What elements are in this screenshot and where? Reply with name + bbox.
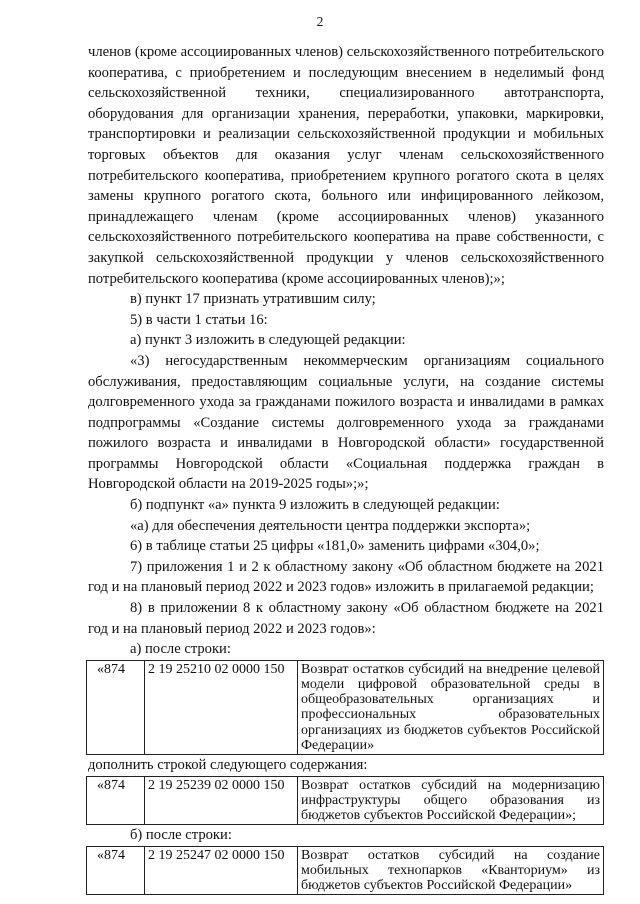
budget-row-table	[86, 776, 604, 826]
table-row	[87, 776, 604, 825]
budget-row-table	[86, 660, 604, 755]
row-text: Возврат остатков субсидий на модернизацию инфраструктуры общего образования из бюджетов субъектов Российской Федерации»;	[298, 776, 604, 825]
row-mark: «874	[87, 660, 145, 754]
page-number: 2	[316, 14, 324, 29]
block-caption: а) после строки:	[130, 641, 231, 658]
paragraph: 6) в таблице статьи 25 цифры «181,0» заменить цифрами «304,0»;	[130, 538, 540, 555]
table-row	[87, 846, 604, 895]
paragraph: «3) негосударственным некоммерческим организациям социального обслуживания, предоставляющим социальные услуги, на создание системы долговременного ухода за гражданами пожилого возраста и инвалидами в рамках подпрограммы «Создание системы долговременного ухода за гражданами пожилого возраста и инвалидами в Новгородской области» государственной программы Новгородской области «Социальная поддержка граждан в Новгородской области на 2019-2025 годы»;»;	[88, 352, 604, 493]
document-body	[88, 42, 604, 895]
row-code: 2 19 25239 02 0000 150	[145, 776, 298, 825]
row-mark: «874	[87, 776, 145, 825]
row-text: Возврат остатков субсидий на внедрение целевой модели цифровой образовательной среды в общеобразовательных организациях и профессиональных образовательных организациях из бюджетов субъектов Российской Федерации»	[298, 660, 604, 754]
paragraph: а) пункт 3 изложить в следующей редакции:	[130, 332, 406, 349]
paragraph: 5) в части 1 статьи 16:	[130, 311, 268, 328]
paragraph: 7) приложения 1 и 2 к областному закону «Об областном бюджете на 2021 год и на плановый период 2022 и 2023 годов» изложить в прилагаемой редакции;	[88, 558, 604, 596]
table-row	[87, 660, 604, 754]
row-text: Возврат остатков субсидий на создание мобильных технопарков «Кванториум» из бюджетов субъектов Российской Федерации»	[298, 846, 604, 895]
paragraph: членов (кроме ассоциированных членов) сельскохозяйственного потребительского кооператива, с приобретением и последующим внесением в неделимый фонд сельскохозяйственной техники, специализированного автотранспорта, оборудования для организации хранения, переработки, упаковки, маркировки, транспортировки и реализации сельскохозяйственной продукции и мобильных торговых объектов для оказания услуг членам сельскохозяйственного потребительского кооператива, приобретением крупного рогатого скота в целях замены крупного рогатого скота, больного или инфицированного лейкозом, принадлежащего членам (кроме ассоциированных членов) указанного сельскохозяйственного потребительского кооператива на праве собственности, с закупкой сельскохозяйственной продукции у членов сельскохозяйственного потребительского кооператива (кроме ассоциированных членов);»;	[88, 44, 604, 287]
paragraph: в) пункт 17 признать утратившим силу;	[130, 291, 376, 308]
budget-row-table	[86, 846, 604, 896]
block-caption: дополнить строкой следующего содержания:	[88, 757, 368, 774]
row-code: 2 19 25247 02 0000 150	[145, 846, 298, 895]
row-mark: «874	[87, 846, 145, 895]
block-caption: б) после строки:	[130, 827, 232, 844]
paragraph: 8) в приложении 8 к областному закону «Об областном бюджете на 2021 год и на плановый период 2022 и 2023 годов»:	[88, 600, 604, 637]
paragraph: «а) для обеспечения деятельности центра поддержки экспорта»;	[130, 517, 531, 534]
paragraph: б) подпункт «а» пункта 9 изложить в следующей редакции:	[130, 497, 500, 514]
row-code: 2 19 25210 02 0000 150	[145, 660, 298, 754]
